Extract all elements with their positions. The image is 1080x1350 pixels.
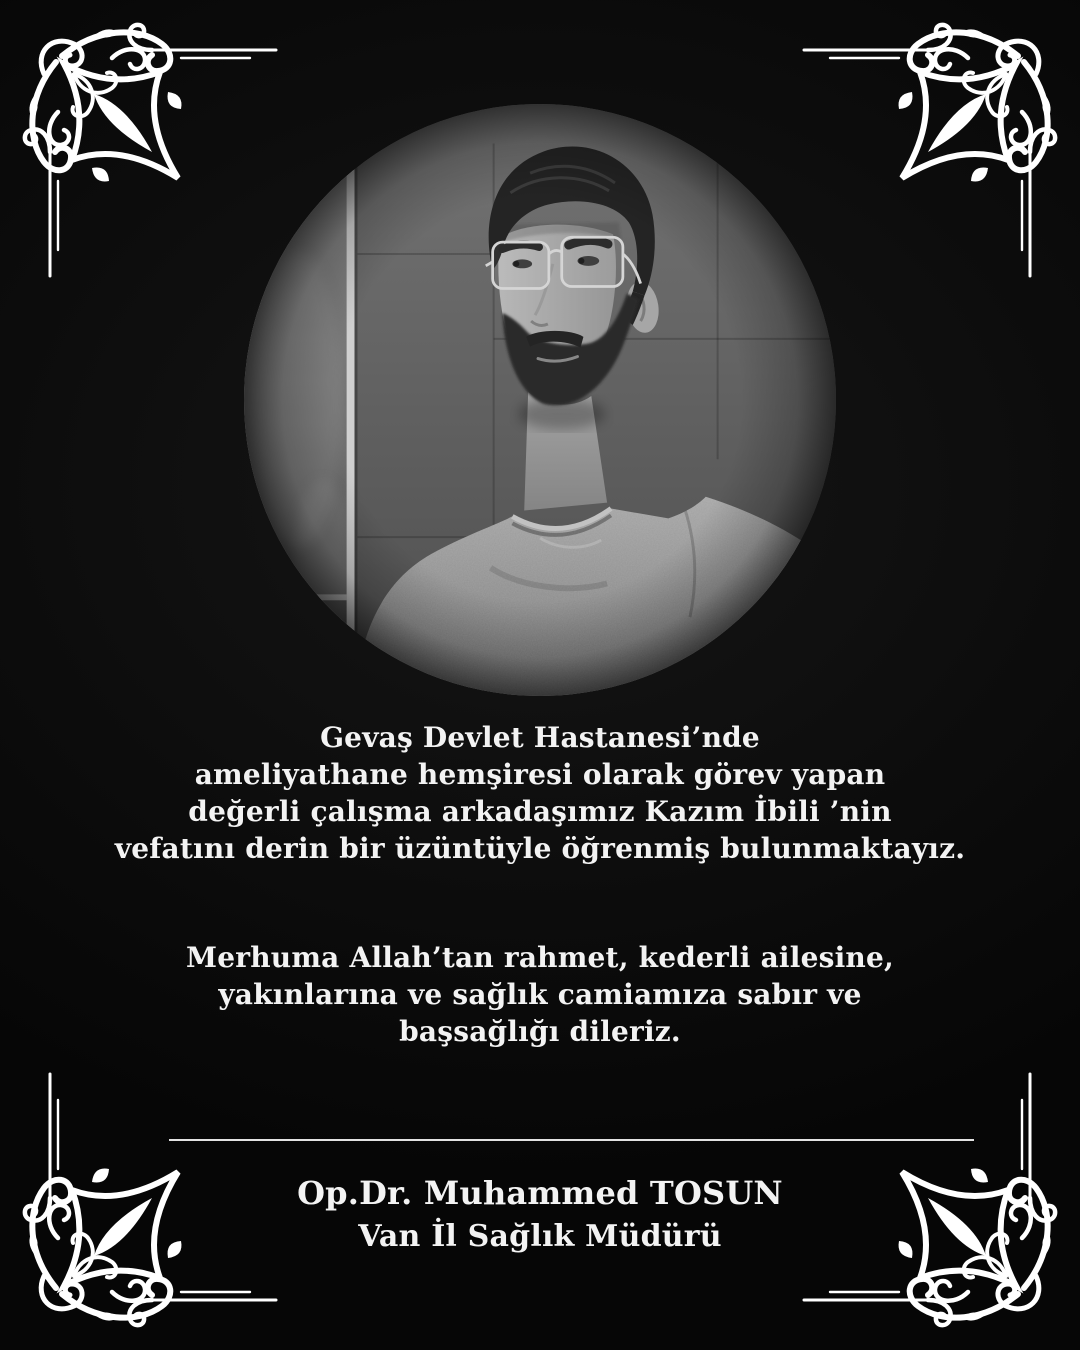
corner-ornament-top-right bbox=[780, 0, 1080, 300]
announcement-line: değerli çalışma arkadaşımız Kazım İbili ’nin bbox=[188, 795, 892, 828]
condolence-line: yakınlarına ve sağlık camiamıza sabır ve bbox=[218, 978, 862, 1011]
flourish-icon bbox=[0, 0, 300, 300]
signature-block bbox=[0, 1171, 1080, 1259]
announcement-line: ameliyathane hemşiresi olarak görev yapan bbox=[194, 758, 886, 791]
condolence-line: başsağlığı dileriz. bbox=[399, 1015, 681, 1048]
flourish-icon bbox=[780, 0, 1080, 300]
corner-ornament-top-left bbox=[0, 0, 300, 300]
announcement-line: Gevaş Devlet Hastanesi’nde bbox=[320, 721, 760, 754]
condolence-line: Merhuma Allah’tan rahmet, kederli ailesine, bbox=[186, 941, 894, 974]
portrait-photo bbox=[244, 104, 836, 696]
signature-title: Van İl Sağlık Müdürü bbox=[358, 1219, 722, 1254]
announcement-text bbox=[0, 719, 1080, 867]
signature-name: Op.Dr. Muhammed TOSUN bbox=[297, 1174, 783, 1212]
signature-divider bbox=[169, 1139, 974, 1141]
condolence-text bbox=[0, 939, 1080, 1050]
announcement-line: vefatını derin bir üzüntüyle öğrenmiş bulunmaktayız. bbox=[114, 832, 966, 865]
